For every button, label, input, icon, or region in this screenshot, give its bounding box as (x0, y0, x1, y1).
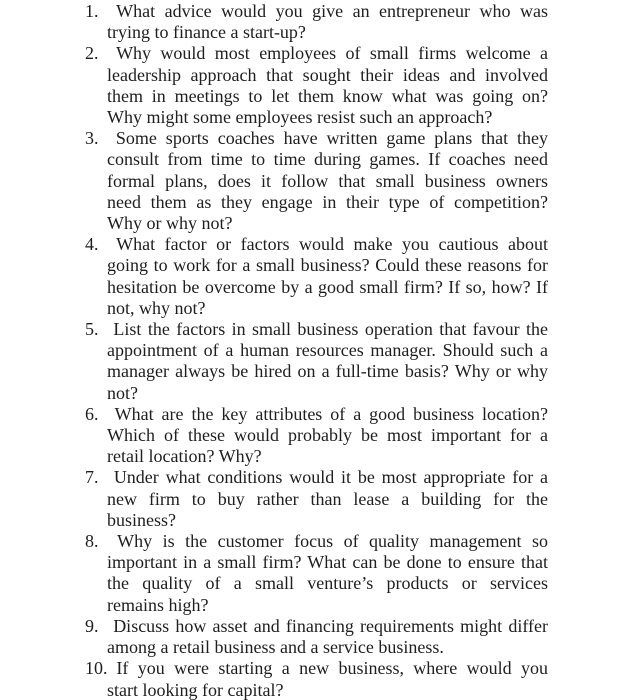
question-text-line (85, 616, 548, 637)
question-text: List the factors in small business operation that favour the (113, 319, 549, 340)
question-text-line: new firm to buy rather than lease a building for the (107, 488, 548, 509)
question-text-line: Which of these would probably be most important for a (107, 425, 548, 446)
question-number: 5. (85, 319, 99, 340)
question-text-line (85, 43, 548, 64)
question-item (85, 616, 548, 658)
question-text-line: not? (107, 382, 138, 403)
question-number: 9. (85, 615, 99, 636)
question-text: Why is the customer focus of quality management so (117, 531, 548, 552)
question-text-line: start looking for capital? (107, 679, 284, 700)
question-text-line (85, 404, 548, 425)
question-text-line: going to work for a small business? Could these reasons for (107, 255, 548, 276)
question-text-line: remains high? (107, 594, 209, 615)
question-number: 7. (85, 467, 99, 488)
question-text-line: Why might some employees resist such an approach? (107, 107, 493, 128)
question-text-line: manager always be hired on a full-time basis? Why or why (107, 361, 548, 382)
question-text-line: consult from time to time during games. If coaches need (107, 149, 548, 170)
question-item (85, 234, 548, 319)
question-text-line (85, 1, 548, 22)
question-text-line: appointment of a human resources manager. Should such a (107, 340, 548, 361)
question-number: 2. (85, 43, 99, 64)
question-item (85, 319, 548, 404)
question-text-line (85, 319, 548, 340)
question-number: 1. (85, 1, 99, 21)
question-item (85, 404, 548, 468)
question-text: What factor or factors would make you cautious about (116, 234, 548, 255)
question-text: Some sports coaches have written game plans that they (115, 128, 549, 149)
question-text-line: Why or why not? (107, 213, 233, 234)
question-text-line (85, 531, 548, 552)
question-text-line: among a retail business and a service business. (107, 637, 444, 658)
question-text: If you were starting a new business, where would you (116, 658, 548, 679)
question-item (85, 658, 548, 700)
question-text: Discuss how asset and financing requirements might differ (113, 615, 549, 636)
question-text: Why would most employees of small firms welcome a (116, 43, 548, 64)
question-text-line: the quality of a small venture’s products or services (107, 573, 548, 594)
question-text-line: them in meetings to let them know what was going on? (107, 85, 548, 106)
question-item (85, 43, 548, 128)
question-text-line: business? (107, 509, 176, 530)
question-text-line: need them as they engage in their type of competition? (107, 191, 548, 212)
question-number: 10. (85, 658, 108, 679)
question-item (85, 531, 548, 616)
question-item (85, 467, 548, 531)
question-text-line: leadership approach that sought their ideas and involved (107, 64, 548, 85)
question-text-line: hesitation be overcome by a good small firm? If so, how? If (107, 276, 548, 297)
question-text-line: trying to finance a start-up? (107, 22, 306, 43)
question-item (85, 128, 548, 234)
question-text-line (85, 128, 548, 149)
question-number: 6. (85, 403, 99, 424)
question-item (85, 1, 548, 43)
question-text: What are the key attributes of a good business location? (114, 403, 548, 424)
question-text-line: not, why not? (107, 297, 206, 318)
question-text-line (85, 467, 548, 488)
question-number: 8. (85, 531, 99, 552)
question-number: 3. (85, 128, 99, 149)
question-text-line: important in a small firm? What can be done to ensure that (107, 552, 548, 573)
question-text-line: retail location? Why? (107, 446, 262, 467)
question-text: What advice would you give an entrepreneur who was (116, 1, 548, 21)
question-number: 4. (85, 234, 99, 255)
question-text-line (85, 234, 548, 255)
question-text: Under what conditions would it be most appropriate for a (113, 467, 548, 488)
question-text-line: formal plans, does it follow that small business owners (107, 170, 548, 191)
question-text-line (85, 658, 548, 679)
